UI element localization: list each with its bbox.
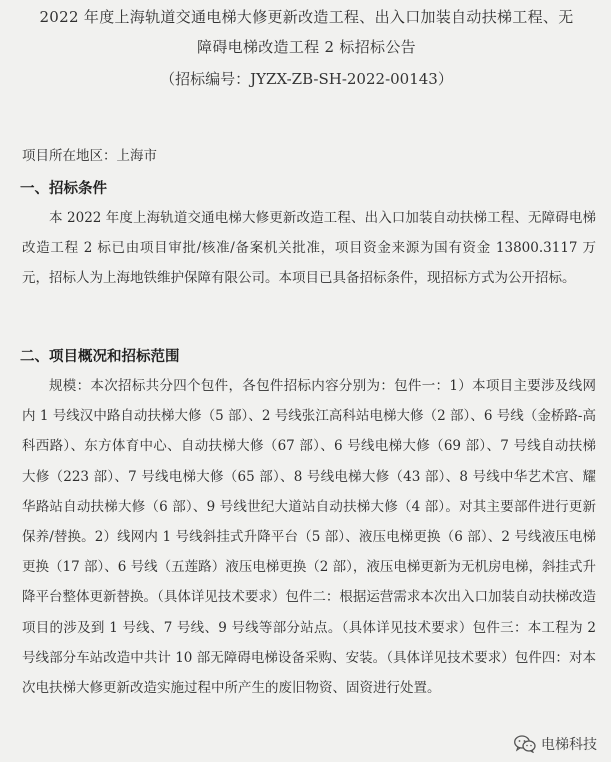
title-line-2: 障碍电梯改造工程 2 标招标公告 (197, 38, 416, 56)
title-line-1: 2022 年度上海轨道交通电梯大修更新改造工程、出入口加装自动扶梯工程、无 (39, 8, 574, 26)
section-2-heading: 二、项目概况和招标范围 (20, 349, 180, 365)
project-location: 项目所在地区：上海市 (22, 148, 157, 164)
section-1-heading: 一、招标条件 (20, 181, 107, 197)
watermark (510, 734, 599, 754)
document-title (10, 2, 603, 62)
wechat-icon (514, 735, 536, 753)
section-1-body: 本 2022 年度上海轨道交通电梯大修更新改造工程、出入口加装自动扶梯工程、无障碍电梯改造工程 2 标已由项目审批/核准/备案机关批准，项目资金来源为国有资金 13800.3117 万元，招标人为上海地铁维护保障有限公司。本项目已具备招标条件，现招标方式为公开招标。 (22, 210, 596, 286)
bid-number: （招标编号：JYZX-ZB-SH-2022-00143） (160, 70, 453, 88)
section-2-body: 规模：本次招标共分四个包件，各包件招标内容分别为：包件一：1）本项目主要涉及线网内 1 号线汉中路自动扶梯大修（5 部）、2 号线张江高科站电梯大修（2 部）、6 号线（金桥路-高科西路）、东方体育中心、自动扶梯大修（67 部）、6 号线电梯大修（69 部）、7 号线自动扶梯大修（223 部）、7 号线电梯大修（65 部）、8 号线电梯大修（43 部）、8 号线中华艺术宫、耀华路站自动扶梯大修（6 部）、9 号线世纪大道站自动扶梯大修（4 部）。对其主要部件进行更新保养/替换。2）线网内 1 号线斜挂式升降平台（5 部）、液压电梯更换（6 部）、2 号线液压电梯更换（17 部）、6 号线（五莲路）液压电梯更换（2 部），液压电梯更新为无机房电梯，斜挂式升降平台整体更新替换。（具体详见技术要求）包件二：根据运营需求本次出入口加装自动扶梯改造项目的涉及到 1 号线、7 号线、9 号线等部分站点。（具体详见技术要求）包件三：本工程为 2 号线部分车站改造中共计 10 部无障碍电梯设备采购、安装。（具体详见技术要求）包件四：对本次电扶梯大修更新改造实施过程中所产生的废旧物资、固资进行处置。 (22, 378, 596, 697)
watermark-text: 电梯科技 (541, 737, 597, 753)
